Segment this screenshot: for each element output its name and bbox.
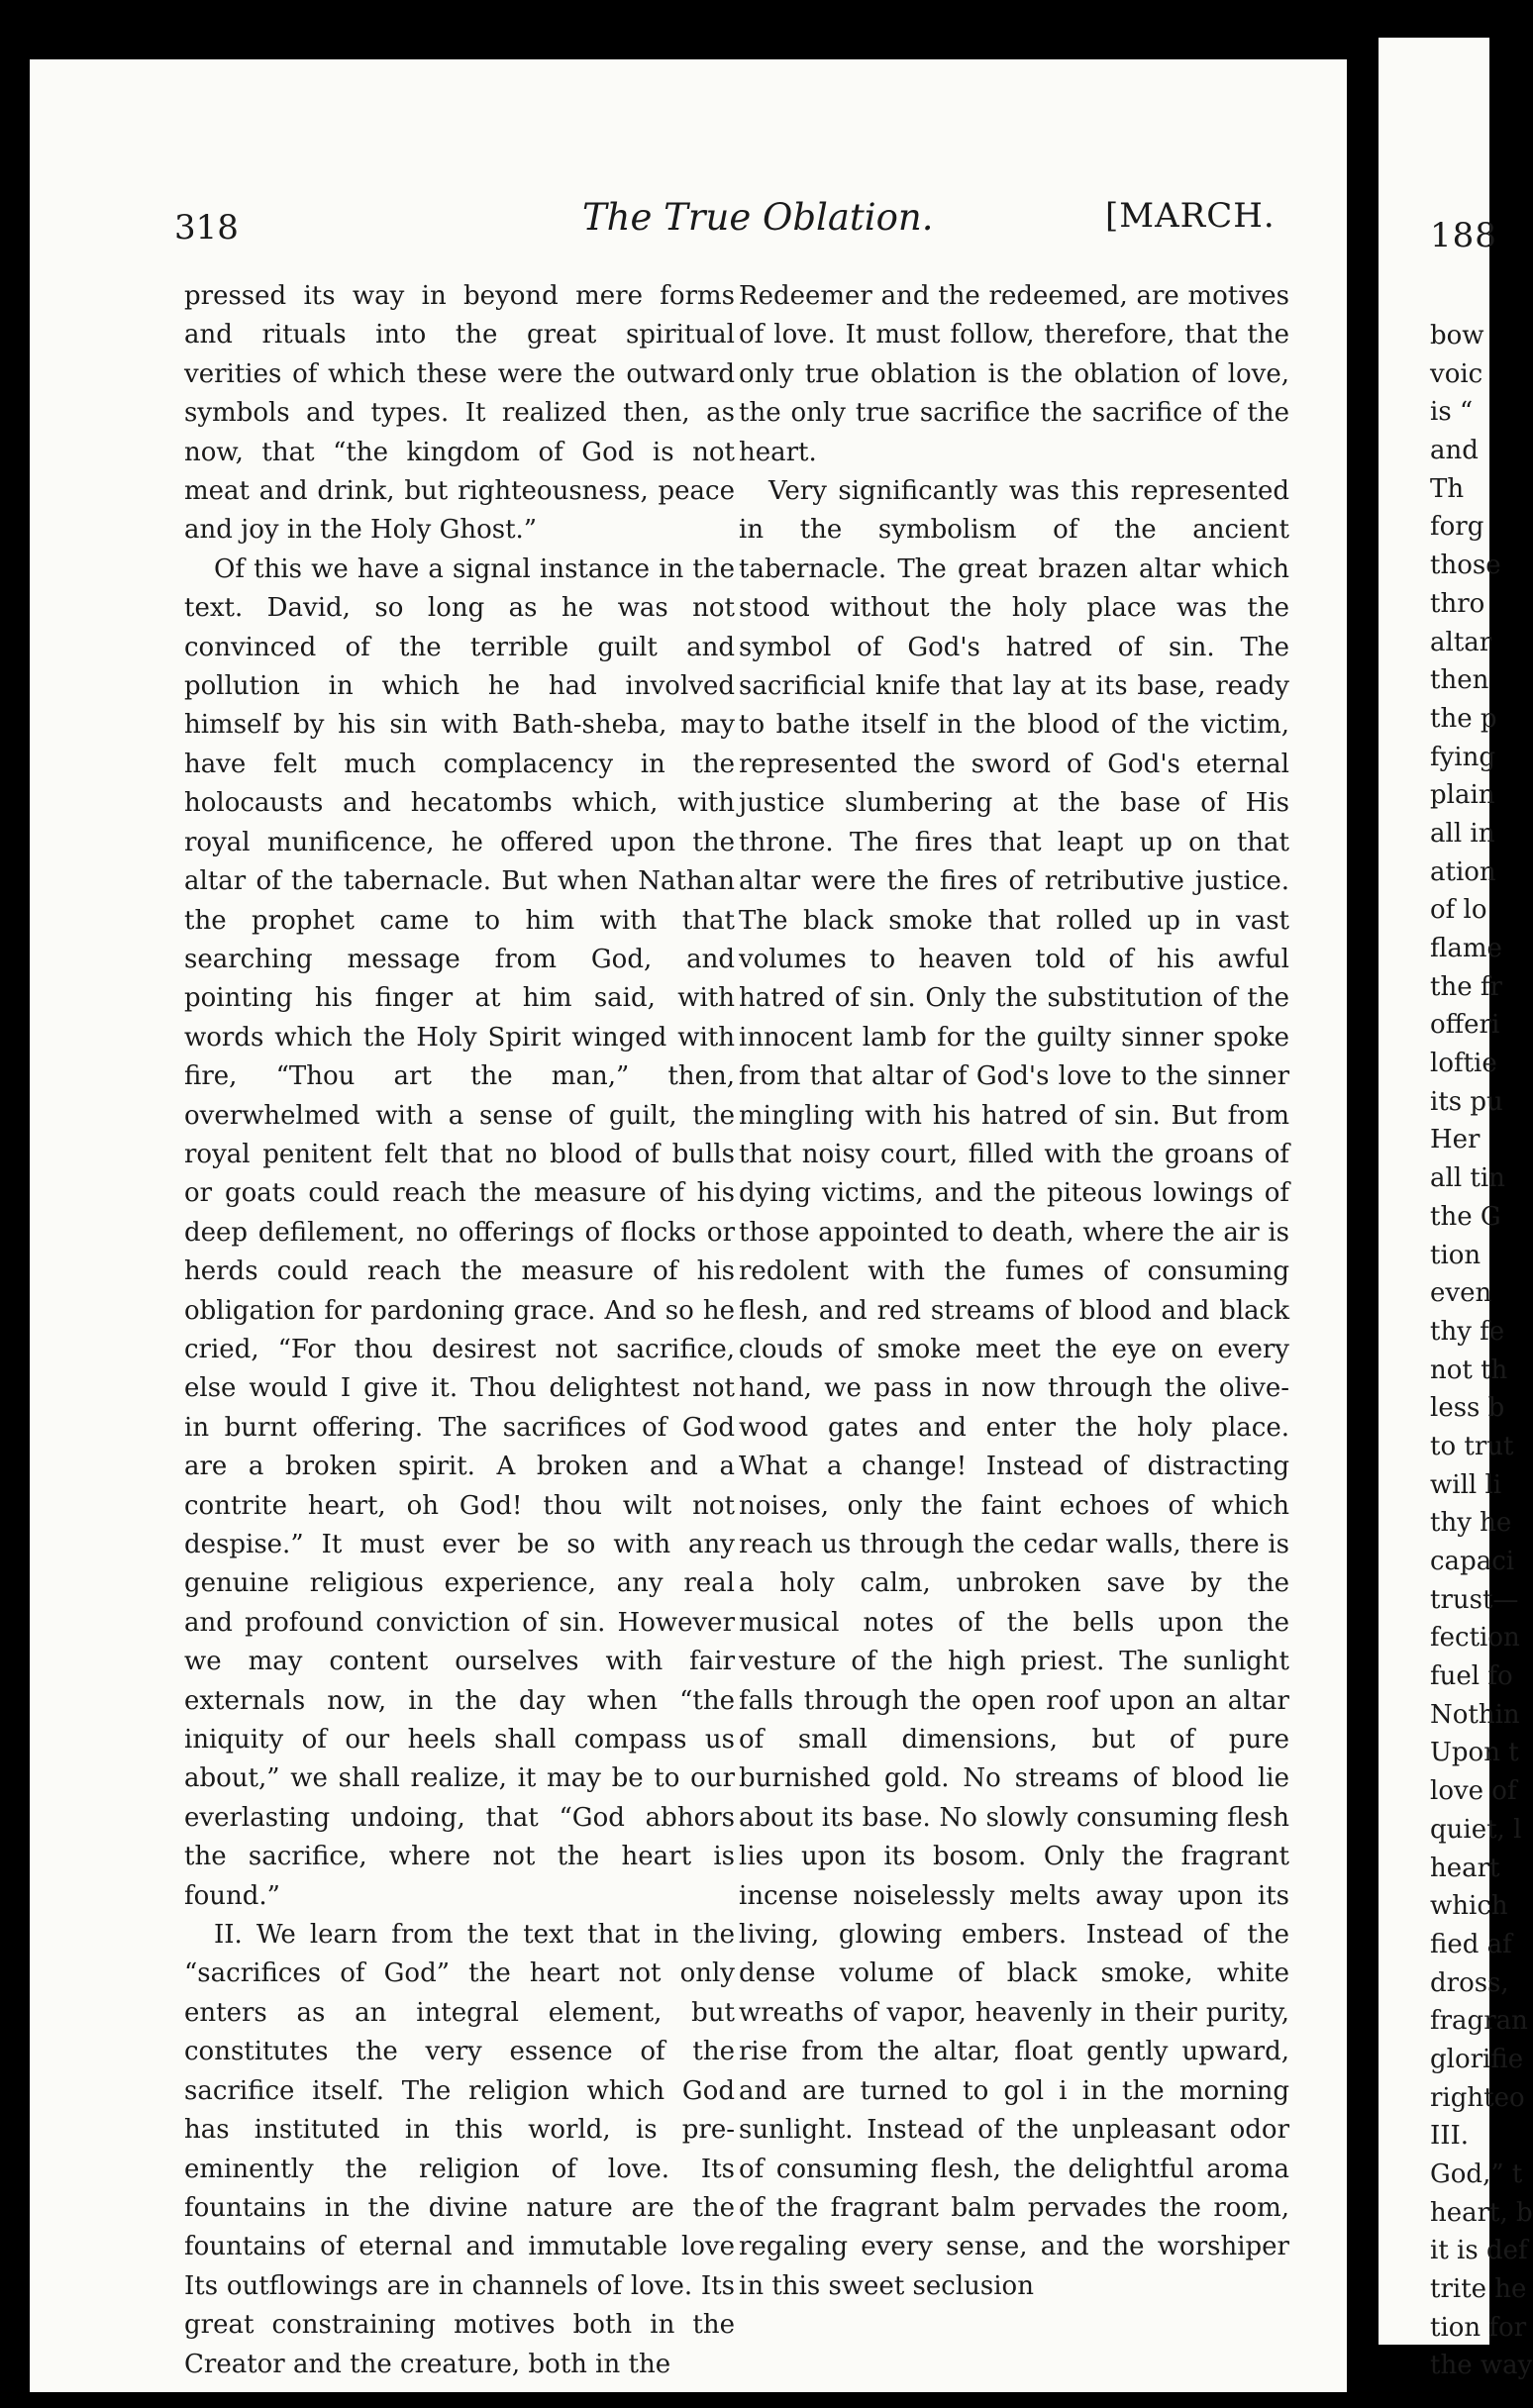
line-fragment: righteo (1430, 2082, 1525, 2113)
right-page-number: 188 (1430, 216, 1497, 255)
right-page-fragment (1379, 38, 1533, 2381)
line-fragment: trust— (1430, 1584, 1519, 1615)
middle-column (739, 277, 1289, 2306)
line-fragment: heart (1430, 1853, 1500, 1883)
line-fragment: it is def (1430, 2236, 1528, 2266)
page-number: 318 (174, 208, 239, 248)
line-fragment: those (1430, 551, 1501, 581)
line-fragment: ation (1430, 856, 1496, 887)
line-fragment: not th (1430, 1354, 1508, 1385)
line-fragment: fuel fo (1430, 1661, 1513, 1692)
line-fragment: the way (1430, 2351, 1533, 2381)
line-fragment: to trut (1430, 1431, 1514, 1461)
line-fragment: voic (1430, 358, 1483, 389)
line-fragment: quiet, l (1430, 1814, 1522, 1845)
right-page-lines (1430, 317, 1533, 2385)
line-fragment: will li (1430, 1469, 1502, 1500)
line-fragment: trite he (1430, 2274, 1527, 2305)
line-fragment: Nothin (1430, 1699, 1520, 1730)
line-fragment: flame (1430, 934, 1502, 963)
line-fragment: love of (1430, 1776, 1517, 1807)
line-fragment: thro (1430, 588, 1485, 619)
line-fragment: tion (1430, 1240, 1482, 1270)
line-fragment: the p (1430, 703, 1497, 734)
line-fragment: dross, (1430, 1967, 1509, 1998)
line-fragment: its pu (1430, 1086, 1503, 1117)
line-fragment: even (1430, 1278, 1492, 1309)
line-fragment: and (1430, 436, 1479, 466)
line-fragment: Her (1430, 1125, 1481, 1155)
line-fragment: loftie (1430, 1049, 1497, 1079)
line-fragment: fragran (1430, 2006, 1528, 2037)
line-fragment: is “ (1430, 397, 1474, 428)
line-fragment: heart, b (1430, 2197, 1533, 2228)
line-fragment: the G (1430, 1201, 1501, 1232)
line-fragment: all tin (1430, 1163, 1505, 1194)
line-fragment: glorifie (1430, 2044, 1524, 2074)
paragraph: pressed its way in beyond mere forms and rituals into the great spiritual verities of which these were the outward symbols and types. It realized then, as now, that “the kingdom of God is not meat and drink, but righteousness, peace and joy in the Holy Ghost.” (184, 281, 735, 546)
paragraph: II. We learn from the text that in the “sacrifices of God” the heart not only enters as an integral element, but constitutes the very essence of the sacrifice itself. The religion which God has instituted in this world, is pre-eminently the religion of love. Its fountains in the divine nature are the fountains of eternal and immutable love Its outflowings are in channels of love. Its great constraining motives both in the Creator and the creature, both in the (184, 1920, 735, 2379)
line-fragment: thy he (1430, 1508, 1512, 1539)
line-fragment: offeri (1430, 1010, 1500, 1041)
line-fragment: less b (1430, 1393, 1505, 1424)
line-fragment: III. (1430, 2121, 1470, 2152)
line-fragment: plain (1430, 780, 1495, 811)
line-fragment: fying (1430, 742, 1496, 772)
running-month: [MARCH. (1105, 196, 1276, 236)
line-fragment: the fr (1430, 971, 1502, 1002)
line-fragment: all in (1430, 818, 1495, 849)
line-fragment: altar (1430, 627, 1492, 657)
line-fragment: tion for (1430, 2312, 1527, 2343)
line-fragment: of lo (1430, 895, 1487, 926)
line-fragment: thy fe (1430, 1316, 1505, 1347)
line-fragment: Upon t (1430, 1738, 1519, 1768)
running-title: The True Oblation. (582, 196, 934, 239)
line-fragment: fied af (1430, 1929, 1512, 1959)
paragraph: Redeemer and the redeemed, are motives of love. It must follow, therefore, that the only true oblation is the oblation of love, the only true sacrifice the sacrifice of the heart. (739, 281, 1289, 467)
line-fragment: Th (1430, 473, 1465, 504)
paragraph: Very significantly was this represented in the symbolism of the ancient tabernacle. The great brazen altar which stood without the holy place was the symbol of God's hatred of sin. The sacrificial knife that lay at its base, ready to bathe itself in the blood of the victim, represented the sword of God's eternal justice slumbering at the base of His throne. The fires that leapt up on that altar were the fires of retributive justice. The black smoke that rolled up in vast volumes to heaven told of his awful hatred of sin. Only the substitution of the innocent lamb for the guilty sinner spoke from that altar of God's love to the sinner mingling with his hatred of sin. But from that noisy court, filled with the groans of dying victims, and the piteous lowings of those appointed to death, where the air is redolent with the fumes of consuming flesh, and red streams of blood and black clouds of smoke meet the eye on every hand, we pass in now through the olive-wood gates and enter the holy place. What a change! Instead of distracting noises, only the faint echoes of which reach us through the cedar walls, there is a holy calm, unbroken save by the musical notes of the bells upon the vesture of the high priest. The sunlight falls through the open roof upon an altar of small dimensions, but of pure burnished gold. No streams of blood lie about its base. No slowly consuming flesh lies upon its bosom. Only the fragrant incense noiselessly melts away upon its living, glowing embers. Instead of the dense volume of black smoke, white wreaths of vapor, heavenly in their purity, rise from the altar, float gently upward, and are turned to gol i in the morning sunlight. Instead of the unpleasant odor of consuming flesh, the delightful aroma of the fragrant balm pervades the room, regaling every sense, and the worshiper in this sweet seclusion (739, 476, 1289, 2301)
line-fragment: then (1430, 665, 1489, 696)
paragraph: Of this we have a signal instance in the text. David, so long as he was not convinced of the terrible guilt and pollution in which he had involved himself by his sin with Bath-sheba, may have felt much complacency in the holocausts and hecatombs which, with royal munificence, he offered upon the altar of the tabernacle. But when Nathan the prophet came to him with that searching message from God, and pointing his finger at him said, with words which the Holy Spirit winged with fire, “Thou art the man,” then, overwhelmed with a sense of guilt, the royal penitent felt that no blood of bulls or goats could reach the measure of his deep defilement, no offerings of flocks or herds could reach the measure of his obligation for pardoning grace. And so he cried, “For thou desirest not sacrifice, else would I give it. Thou delightest not in burnt offering. The sacrifices of God are a broken spirit. A broken and a contrite heart, oh God! thou wilt not despise.” It must ever be so with any genuine religious experience, any real and profound conviction of sin. However we may content ourselves with fair externals now, in the day when “the iniquity of our heels shall compass us about,” we shall realize, it may be to our everlasting undoing, that “God abhors the sacrifice, where not the heart is found.” (184, 553, 735, 1911)
line-fragment: which (1430, 1891, 1508, 1922)
left-column (184, 277, 735, 2384)
line-fragment: capaci (1430, 1547, 1515, 1576)
line-fragment: God,” t (1430, 2159, 1523, 2189)
line-fragment: fection (1430, 1623, 1520, 1654)
line-fragment: forg (1430, 512, 1484, 543)
line-fragment: bow (1430, 321, 1484, 351)
page-header (174, 196, 1276, 255)
